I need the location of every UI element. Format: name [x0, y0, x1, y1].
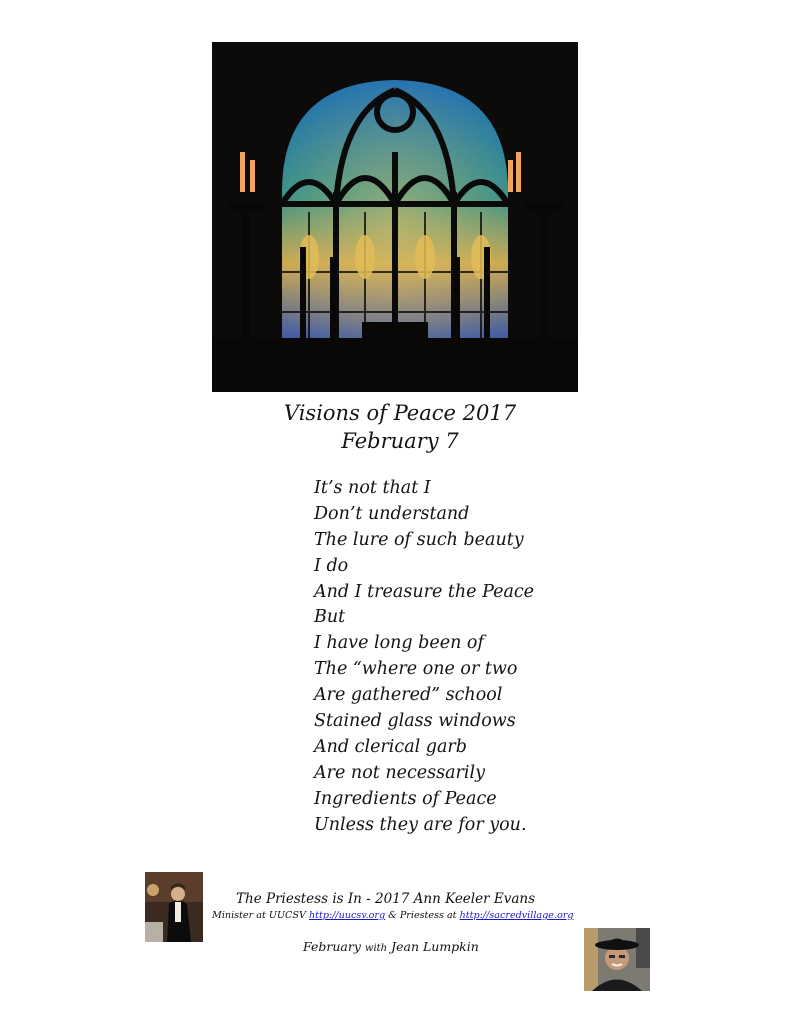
priestess-label: Priestess at: [399, 910, 457, 921]
minister-label: Minister at UUCSV: [212, 910, 306, 921]
poem-line: Unless they are for you.: [314, 814, 527, 835]
page-date: February 7: [341, 429, 459, 453]
poem: [314, 476, 534, 838]
poem-line: And clerical garb: [314, 736, 467, 757]
poem-line: It’s not that I: [314, 478, 431, 498]
poem-line: Are not necessarily: [314, 762, 485, 783]
priestess-portrait-photo: [145, 872, 203, 942]
poem-line: But: [314, 607, 346, 628]
credit-heading: The Priestess is In - 2017 Ann Keeler Evans: [236, 891, 536, 907]
poem-line: Don’t understand: [314, 503, 470, 524]
sacredvillage-link[interactable]: http://sacredvillage.org: [459, 910, 574, 921]
credit-affiliations: [212, 910, 573, 921]
with-label: with: [364, 943, 388, 954]
jean-lumpkin-portrait-photo: [584, 928, 650, 991]
partner-name: Jean Lumpkin: [391, 939, 479, 954]
month-label: February: [303, 939, 361, 954]
poem-line: And I treasure the Peace: [314, 581, 535, 602]
ampersand: &: [388, 910, 397, 921]
poem-line: The “where one or two: [314, 659, 518, 680]
credit-month-line: [303, 939, 479, 954]
poem-line: The lure of such beauty: [314, 529, 524, 550]
poem-line: I have long been of: [314, 633, 484, 654]
poem-line: Are gathered” school: [314, 685, 503, 706]
stained-glass-window-photo: [212, 42, 578, 392]
poem-line: Stained glass windows: [314, 711, 516, 732]
poem-line: I do: [314, 555, 349, 576]
uucsv-link[interactable]: http://uucsv.org: [308, 910, 386, 921]
page-title: Visions of Peace 2017: [283, 401, 517, 425]
poem-line: Ingredients of Peace: [314, 788, 497, 809]
